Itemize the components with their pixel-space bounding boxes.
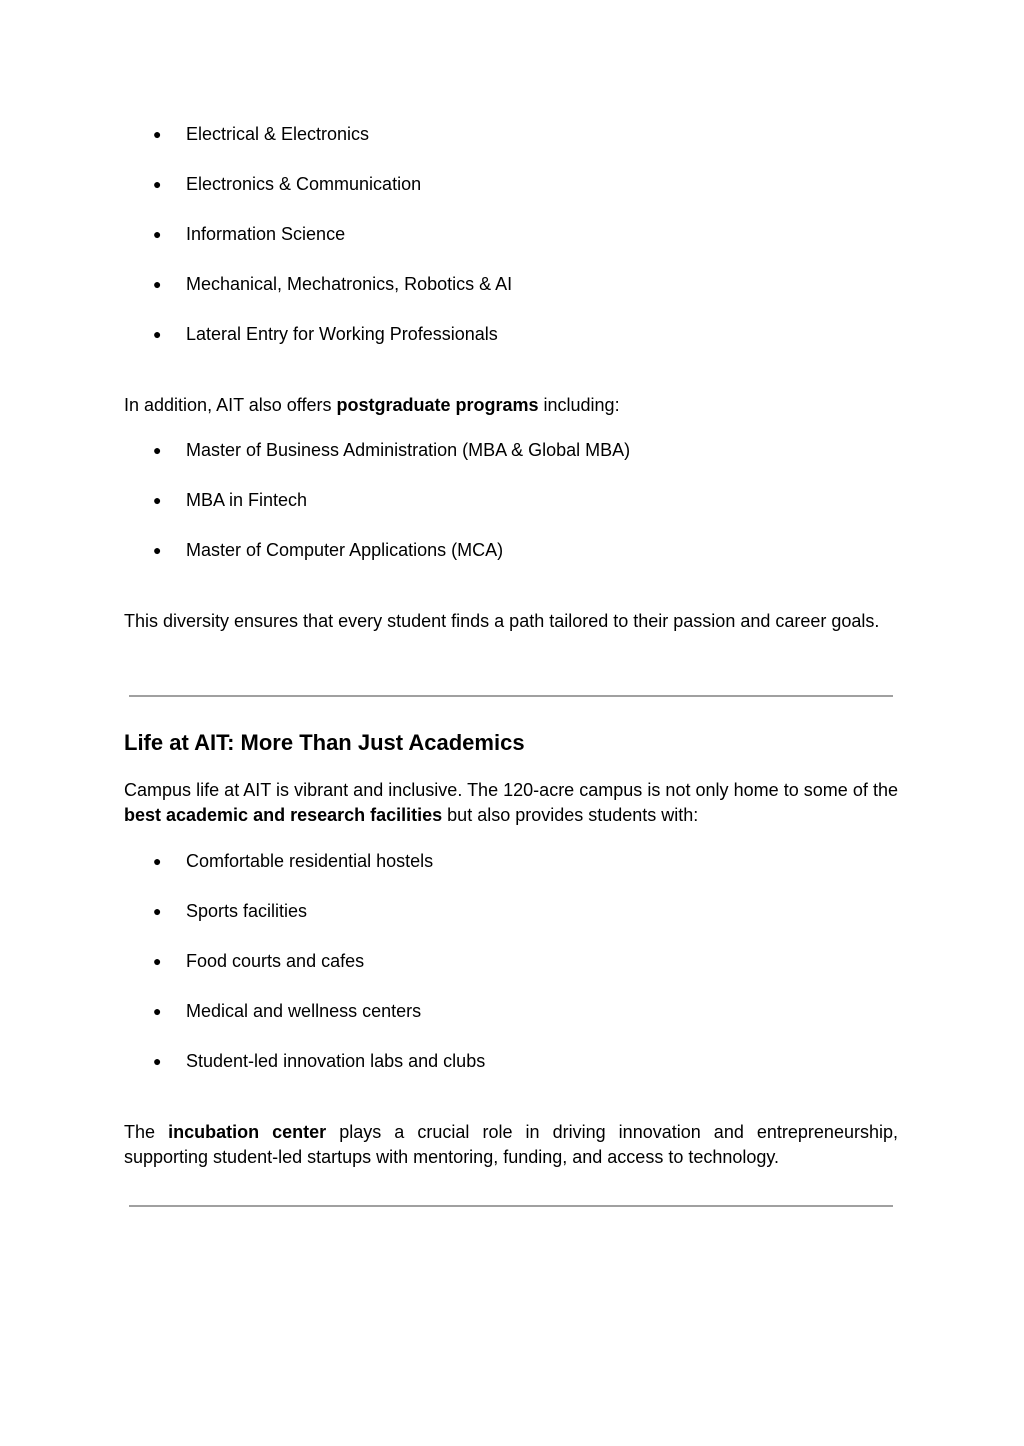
bullet-icon: ● [153, 542, 162, 558]
bullet-icon: ● [153, 853, 162, 869]
section-heading: Life at AIT: More Than Just Academics [124, 730, 525, 755]
list-item: ● Lateral Entry for Working Professionals [153, 324, 498, 344]
list-item: ● Medical and wellness centers [153, 1001, 422, 1021]
undergrad-program-list [124, 122, 898, 372]
bullet-icon: ● [153, 903, 162, 919]
list-item: ● Information Science [153, 224, 346, 244]
list-item: ● Electrical & Electronics [153, 124, 370, 144]
diversity-paragraph: This diversity ensures that every student finds a path tailored to their passion and career goals. [124, 611, 880, 631]
bullet-icon: ● [153, 492, 162, 508]
list-item: ● Sports facilities [153, 901, 308, 921]
campus-life-paragraph: Campus life at AIT is vibrant and inclusive. The 120-acre campus is not only home to some of the best academic and research facilities but also provides students with: [124, 780, 898, 825]
bullet-icon: ● [153, 1003, 162, 1019]
bullet-icon: ● [153, 276, 162, 292]
bullet-icon: ● [153, 126, 162, 142]
list-item: ● Master of Business Administration (MBA & Global MBA) [153, 440, 631, 460]
bullet-icon: ● [153, 176, 162, 192]
postgrad-intro-paragraph: In addition, AIT also offers postgraduate programs including: [124, 395, 620, 415]
list-item: ● Electronics & Communication [153, 174, 422, 194]
bullet-icon: ● [153, 442, 162, 458]
list-item: ● Food courts and cafes [153, 951, 365, 971]
facilities-list [124, 849, 898, 1099]
list-item: ● Comfortable residential hostels [153, 851, 434, 871]
list-item: ● Mechanical, Mechatronics, Robotics & AI [153, 274, 513, 294]
bullet-icon: ● [153, 226, 162, 242]
list-item: ● MBA in Fintech [153, 490, 308, 510]
horizontal-divider [129, 1205, 893, 1207]
bullet-icon: ● [153, 1053, 162, 1069]
postgrad-program-list [124, 438, 898, 588]
list-item: ● Master of Computer Applications (MCA) [153, 540, 504, 560]
bullet-icon: ● [153, 326, 162, 342]
bullet-icon: ● [153, 953, 162, 969]
horizontal-divider [129, 695, 893, 697]
incubation-paragraph: The incubation center plays a crucial role in driving innovation and entrepreneurship, supporting student-led startups with mentoring, funding, and access to technology. [124, 1122, 898, 1167]
list-item: ● Student-led innovation labs and clubs [153, 1051, 486, 1071]
